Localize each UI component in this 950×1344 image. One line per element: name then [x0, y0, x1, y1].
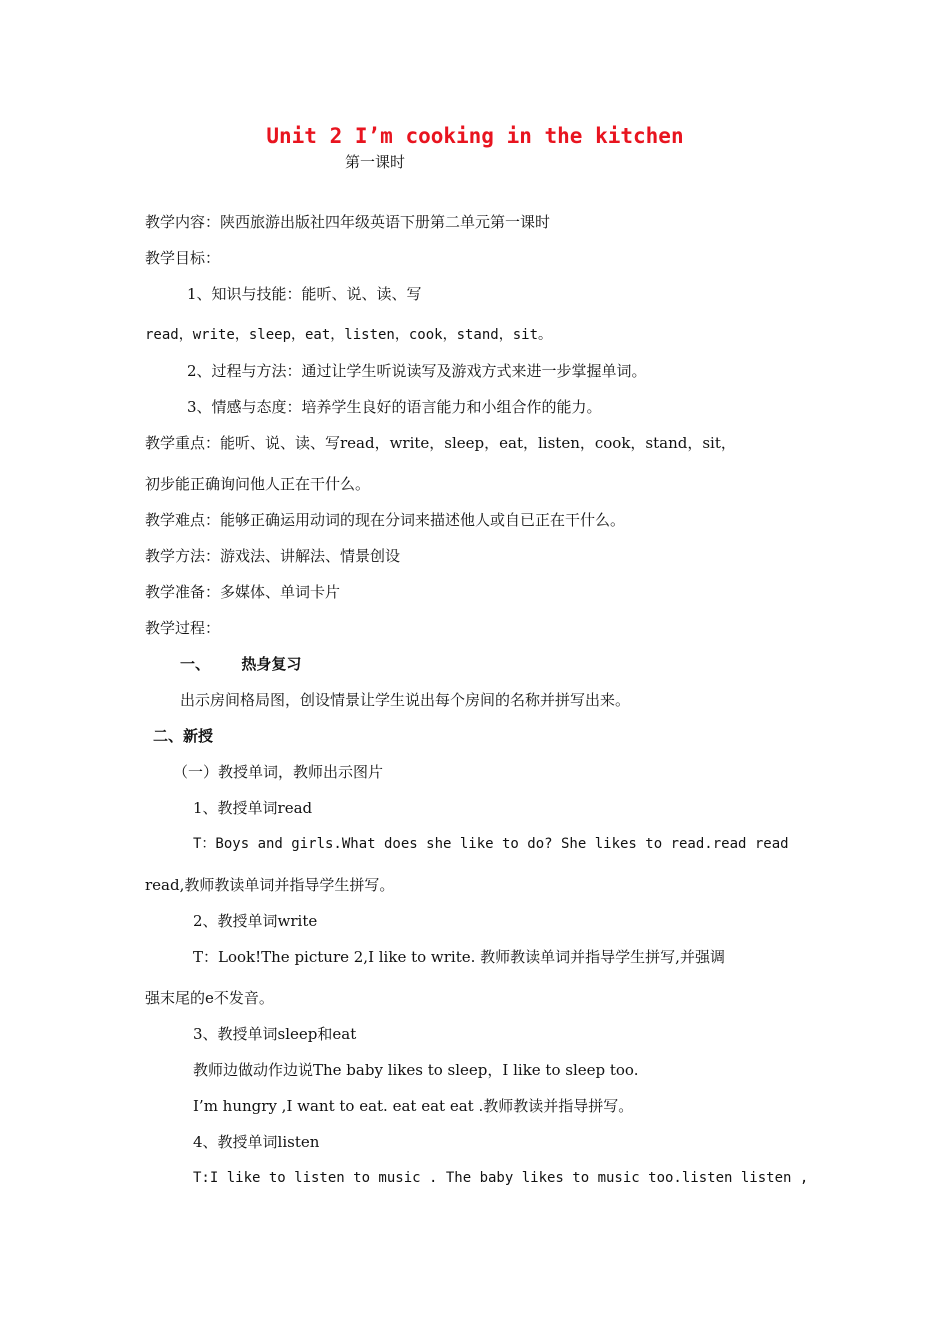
text-line: I’m hungry ,I want to eat. eat eat eat .教师教读并指导拼写。 — [193, 1097, 634, 1115]
text-line: 教学重点：能听、说、读、写read，write，sleep，eat，listen，cook，stand，sit， — [145, 434, 736, 452]
text-line: 教学内容：陕西旅游出版社四年级英语下册第二单元第一课时 — [145, 213, 551, 231]
text-line: 初步能正确询问他人正在干什么。 — [145, 475, 371, 493]
section-heading: 一、 热身复习 — [180, 655, 302, 673]
text-line: T:I like to listen to music . The baby likes to music too.listen listen , — [193, 1170, 809, 1186]
text-line: read，write，sleep，eat，listen，cook，stand，sit。 — [145, 327, 553, 343]
text-line: T：Boys and girls.What does she like to do? She likes to read.read read — [193, 836, 789, 852]
text-line: 教学目标： — [145, 249, 221, 267]
text-line: 出示房间格局图，创设情景让学生说出每个房间的名称并拼写出来。 — [180, 691, 631, 709]
text-line: 1、教授单词read — [193, 799, 313, 817]
text-line: 3、教授单词sleep和eat — [193, 1025, 357, 1043]
document-subtitle: 第一课时 — [345, 153, 406, 171]
text-line: 教学方法：游戏法、讲解法、情景创设 — [145, 547, 401, 565]
text-line: 教师边做动作边说The baby likes to sleep，I like to sleep too. — [193, 1061, 639, 1079]
text-line: 教学难点：能够正确运用动词的现在分词来描述他人或自已正在干什么。 — [145, 511, 626, 529]
text-line: 教学过程： — [145, 619, 221, 637]
text-line: 1、知识与技能：能听、说、读、写 — [187, 285, 422, 303]
text-line: read,教师教读单词并指导学生拼写。 — [145, 876, 395, 894]
text-line: （一）教授单词，教师出示图片 — [173, 763, 384, 781]
section-heading: 二、新授 — [153, 727, 214, 745]
text-line: 教学准备：多媒体、单词卡片 — [145, 583, 341, 601]
text-line: T：Look!The picture 2,I like to write. 教师教读单词并指导学生拼写,并强调 — [193, 948, 725, 966]
text-line: 2、教授单词write — [193, 912, 318, 930]
document-title: Unit 2 I’m cooking in the kitchen — [266, 124, 684, 148]
text-line: 强末尾的e不发音。 — [145, 989, 274, 1007]
text-line: 4、教授单词listen — [193, 1133, 320, 1151]
text-line: 2、过程与方法：通过让学生听说读写及游戏方式来进一步掌握单词。 — [187, 362, 647, 380]
text-line: 3、情感与态度：培养学生良好的语言能力和小组合作的能力。 — [187, 398, 602, 416]
